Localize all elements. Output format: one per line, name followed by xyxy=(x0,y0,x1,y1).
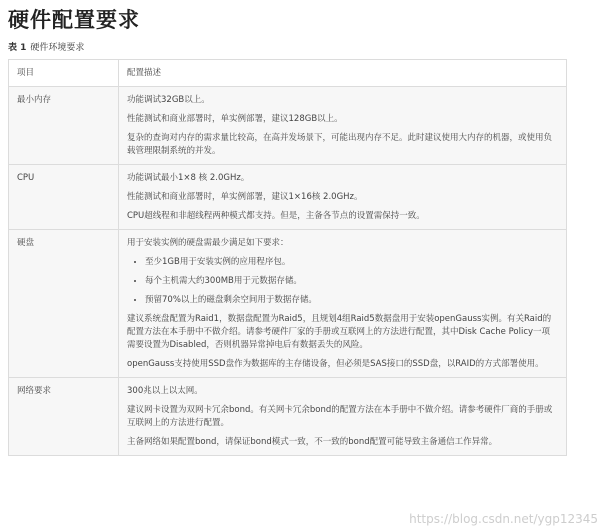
row-name-network: 网络要求 xyxy=(9,378,119,456)
memory-para-1: 功能调试32GB以上。 xyxy=(127,95,210,105)
row-desc-memory xyxy=(119,87,567,165)
memory-para-3: 复杂的查询对内存的需求量比较高，在高并发场景下，可能出现内存不足。此时建议使用大内存的机器，或使用负载管理限制系统的并发。 xyxy=(127,133,553,156)
cpu-para-2: 性能测试和商业部署时，单实例部署，建议1×16核 2.0GHz。 xyxy=(127,192,363,202)
disk-intro: 用于安装实例的硬盘需最少满足如下要求： xyxy=(127,238,289,248)
row-name-cpu: CPU xyxy=(9,165,119,230)
row-desc-disk xyxy=(119,230,567,378)
table-row-disk xyxy=(9,230,567,378)
disk-bullet-list xyxy=(127,256,558,307)
cpu-para-3: CPU超线程和非超线程两种模式都支持。但是，主备各节点的设置需保持一致。 xyxy=(127,211,425,221)
table-caption xyxy=(8,40,84,53)
table-caption-text: 硬件环境要求 xyxy=(30,43,85,53)
list-item: • 每个主机需大约300MB用于元数据存储。 xyxy=(145,275,558,288)
list-item: • 预留70%以上的磁盘剩余空间用于数据存储。 xyxy=(145,294,558,307)
header-description: 配置描述 xyxy=(119,60,567,87)
hardware-requirements-table xyxy=(8,59,567,456)
network-para-2: 建议网卡设置为双网卡冗余bond。有关网卡冗余bond的配置方法在本手册中不做介绍。请参考硬件厂商的手册或互联网上的方法进行配置。 xyxy=(127,405,553,428)
header-item: 项目 xyxy=(9,60,119,87)
table-row-memory xyxy=(9,87,567,165)
table-row-network xyxy=(9,378,567,456)
row-name-memory: 最小内存 xyxy=(9,87,119,165)
row-name-disk: 硬盘 xyxy=(9,230,119,378)
table-row-cpu xyxy=(9,165,567,230)
cpu-para-1: 功能调试最小1×8 核 2.0GHz。 xyxy=(127,173,250,183)
row-desc-cpu xyxy=(119,165,567,230)
watermark: https://blog.csdn.net/ygp12345 xyxy=(409,512,598,526)
disk-para-1: 建议系统盘配置为Raid1，数据盘配置为Raid5，且规划4组Raid5数据盘用于安装openGauss实例。有关Raid的配置方法在本手册中不做介绍。请参考硬件厂家的手册或互联网上的方法进行配置，其中Disk Cache Policy一项需要设置为Disabled，否则机器异常掉电后有数据丢失的风险。 xyxy=(127,314,552,350)
disk-para-2: openGauss支持使用SSD盘作为数据库的主存储设备，但必须是SAS接口的SSD盘，以RAID的方式部署使用。 xyxy=(127,359,544,369)
page-title: 硬件配置要求 xyxy=(8,8,140,32)
memory-para-2: 性能测试和商业部署时，单实例部署，建议128GB以上。 xyxy=(127,114,343,124)
network-para-3: 主备网络如果配置bond，请保证bond模式一致，不一致的bond配置可能导致主备通信工作异常。 xyxy=(127,437,498,447)
list-item: • 至少1GB用于安装实例的应用程序包。 xyxy=(145,256,558,269)
row-desc-network xyxy=(119,378,567,456)
table-header-row xyxy=(9,60,567,87)
network-para-1: 300兆以上以太网。 xyxy=(127,386,203,396)
table-caption-label: 表 1 xyxy=(8,43,27,53)
